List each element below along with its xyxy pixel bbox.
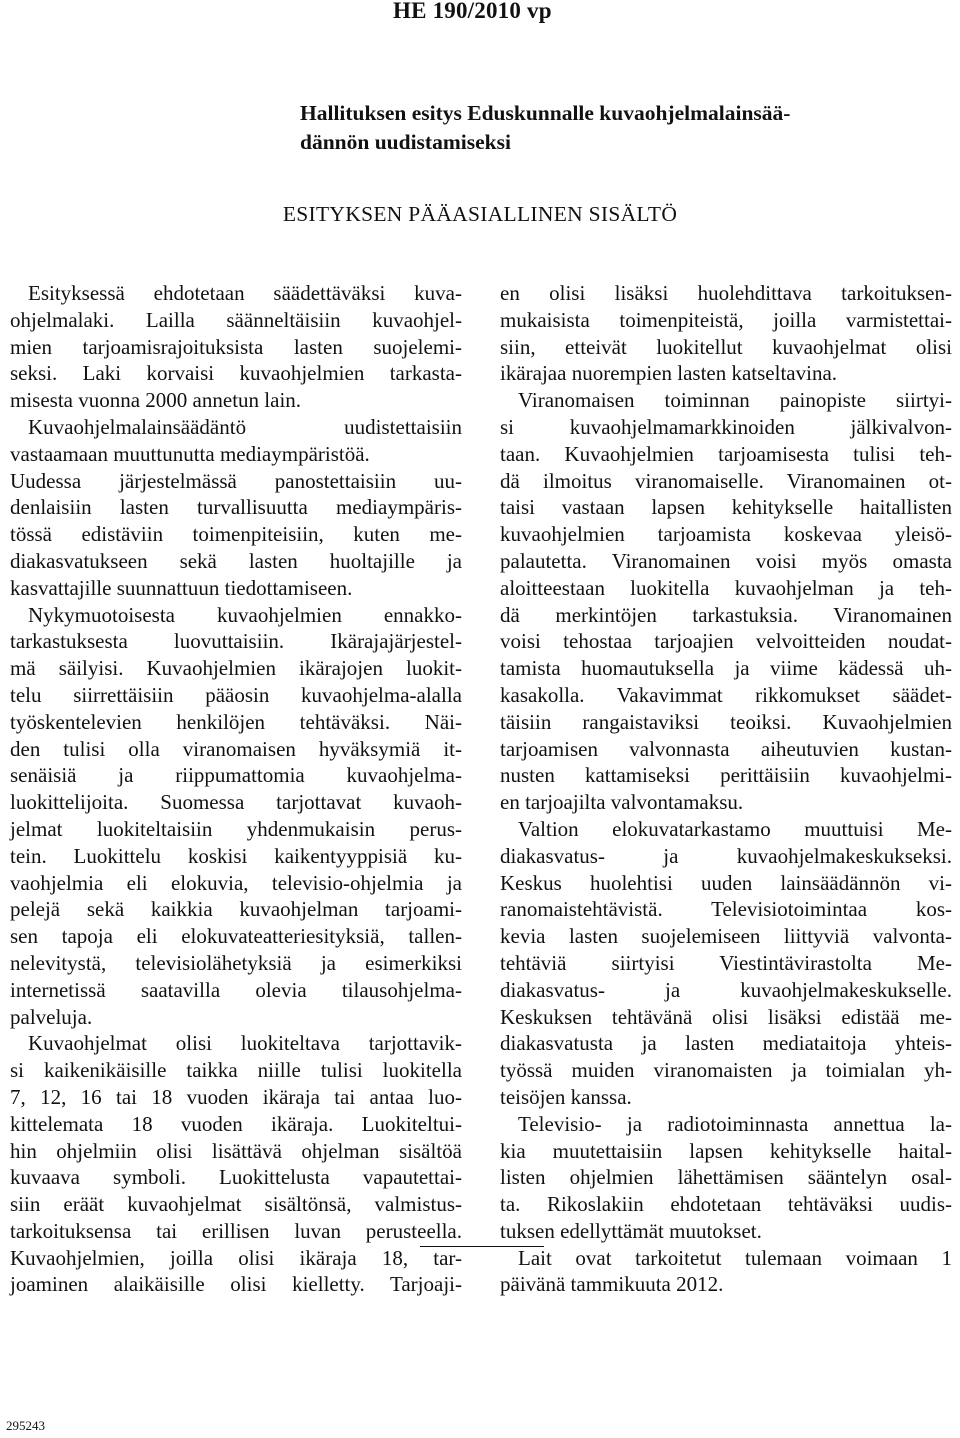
text-line: jelmat luokiteltaisiin yhdenmukaisin perus- [10,816,462,841]
text-line: tehtäviä siirtyisi Viestintävirastolta Me- [500,950,952,975]
text-line: työskentelevien henkilöjen tehtäväksi. Näi- [10,709,462,734]
text-line: palautetta. Viranomainen voisi myös omasta [500,548,952,573]
text-line: kia muutettaisiin lapsen kehitykselle haital- [500,1138,952,1163]
text-line: tarkoituksensa tai erillisen luvan perusteella. [10,1218,462,1243]
text-line: hin ohjelmiin olisi lisättävä ohjelman sisältöä [10,1138,462,1163]
text-line: internetissä saatavilla olevia tilausohjelma- [10,977,462,1002]
text-line: si kaikenikäisille taikka niille tulisi luokitella [10,1058,462,1083]
right-column [500,280,952,1298]
text-line: aloitteestaan luokitella kuvaohjelman ja teh- [500,575,952,600]
text-line: ohjelmalaki. Lailla säänneltäisiin kuvaohjel- [10,307,462,332]
text-line: diakasvatus- ja kuvaohjelmakeskukselle. [500,977,952,1002]
text-line: en olisi lisäksi huolehdittava tarkoituksen- [500,281,952,305]
text-line: diakasvatus- ja kuvaohjelmakeskukseksi. [500,843,952,868]
section-heading: ESITYKSEN PÄÄASIALLINEN SISÄLTÖ [282,202,678,226]
text-line: nelevitystä, televisiolähetyksiä ja esimerkiksi [10,950,462,975]
text-line: ta. Rikoslakiin ehdotetaan tehtäväksi uudis- [500,1192,952,1217]
text-line: tuksen edellyttämät muutokset. [500,1218,762,1243]
document-title-line: Hallituksen esitys Eduskunnalle kuvaohjelmalainsää- [300,101,791,125]
text-line: Keskuksen tehtävänä olisi lisäksi edistää me- [500,1004,952,1029]
page-number: 295243 [6,1418,45,1433]
text-line: kasakolla. Vakavimmat rikkomukset säädet- [500,682,952,707]
text-line: listen ohjelmien lähettämisen sääntelyn osal- [500,1165,952,1190]
text-line: teisöjen kanssa. [500,1084,632,1109]
text-line: luokittelijoita. Suomessa tarjottavat kuvaoh- [10,790,462,815]
document-id: HE 190/2010 vp [393,0,552,23]
text-line: den tulisi olla viranomaisen hyväksymiä it- [10,736,462,761]
text-line: Uudessa järjestelmässä panostettaisiin uu- [10,468,462,493]
text-line: työssä muiden viranomaisten ja toimialan yh- [500,1058,952,1083]
end-rule [420,1246,544,1247]
document-title [300,99,955,157]
text-line: voisi tehostaa tarjoajien velvoitteiden noudat- [500,629,952,654]
text-line: seksi. Laki korvaisi kuvaohjelmien tarkasta- [10,361,462,386]
text-line: taan. Kuvaohjelmien tarjoamisesta tulisi teh- [500,441,952,466]
text-line: diakasvatukseen sekä lasten huoltajille ja [10,548,462,573]
text-line: pelejä sekä kaikkia kuvaohjelman tarjoami- [10,897,462,922]
text-line: Lait ovat tarkoitetut tulemaan voimaan 1 [518,1245,952,1270]
text-line: dä merkintöjen tarkastuksia. Viranomainen [500,602,952,627]
text-line: tein. Luokittelu koskisi kaikentyyppisiä ku- [10,843,462,868]
text-line: en tarjoajilta valvontamaksu. [500,790,744,815]
left-column [10,280,462,1298]
text-line: kasvattajille suunnattuun tiedottamiseen. [10,575,353,600]
text-line: tarjoamisen valvonnasta aiheutuvien kustan- [500,736,952,761]
text-line: Viranomaisen toiminnan painopiste siirtyi- [518,388,952,413]
text-line: palveluja. [10,1004,93,1029]
text-line: kittelemata 18 vuoden ikäraja. Luokiteltui- [10,1111,462,1136]
text-line: 7, 12, 16 tai 18 vuoden ikäraja tai antaa luo- [10,1084,462,1109]
text-line: päivänä tammikuuta 2012. [500,1272,724,1297]
text-line: kuvaohjelmien tarjoamista koskevaa yleisö- [500,522,952,547]
text-line: nusten kattamiseksi perittäisiin kuvaohjelmi- [500,763,952,788]
text-line: Televisio- ja radiotoiminnasta annettua la- [518,1111,952,1136]
text-line: Esityksessä ehdotetaan säädettäväksi kuva- [28,281,462,305]
text-line: mien tarjoamisrajoituksista lasten suojelemi- [10,334,462,359]
text-line: telu siirrettäisiin pääosin kuvaohjelma-alalla [10,682,462,707]
text-line: vaohjelmia eli elokuvia, televisio-ohjelmia ja [10,870,462,895]
text-line: Keskus huolehtisi uuden lainsäädännön vi- [500,870,952,895]
text-line: taisi vastaan lapsen kehitykselle haitallisten [500,495,952,520]
text-line: Kuvaohjelmat olisi luokiteltava tarjottavik- [28,1031,462,1056]
text-line: Valtion elokuvatarkastamo muuttuisi Me- [518,816,952,841]
text-line: joaminen alaikäisille olisi kielletty. Tarjoaji- [10,1272,462,1297]
text-line: mä säilyisi. Kuvaohjelmien ikärajojen luokit- [10,656,462,681]
text-line: tössä edistäviin toimenpiteisiin, kuten me- [10,522,462,547]
text-line: siin eräät kuvaohjelmat sisältönsä, valmistus- [10,1192,462,1217]
text-line: mukaisista toimenpiteistä, joilla varmistettai- [500,307,952,332]
text-line: kuvaava symboli. Luokittelusta vapautettai- [10,1165,462,1190]
text-line: tarkastuksesta luovuttaisiin. Ikärajajärjestel- [10,629,462,654]
text-line: siin, etteivät luokitellut kuvaohjelmat olisi [500,334,952,359]
text-line: Kuvaohjelmalainsäädäntö uudistettaisiin [28,414,462,439]
text-line: tamista huomautuksella ja viime kädessä uh- [500,656,952,681]
text-line: Nykymuotoisesta kuvaohjelmien ennakko- [28,602,462,627]
text-line: denlaisiin lasten turvallisuutta mediaympäris- [10,495,462,520]
text-line: kevia lasten suojelemiseen liittyviä valvonta- [500,924,952,949]
text-line: ranomaistehtävistä. Televisiotoimintaa kos- [500,897,952,922]
text-line: misesta vuonna 2000 annetun lain. [10,388,302,413]
text-line: sen tapoja eli elokuvateatteriesityksiä, tallen- [10,924,462,949]
text-line: ikärajaa nuorempien lasten katseltavina. [500,361,838,386]
document-title-line: dännön uudistamiseksi [300,130,511,154]
text-line: täisiin rangaistaviksi teoiksi. Kuvaohjelmien [500,709,952,734]
text-line: senäisiä ja riippumattomia kuvaohjelma- [10,763,462,788]
text-line: Kuvaohjelmien, joilla olisi ikäraja 18, tar- [10,1245,462,1270]
text-line: vastaamaan muuttunutta mediaympäristöä. [10,441,370,466]
text-line: si kuvaohjelmamarkkinoiden jälkivalvon- [500,414,952,439]
text-line: dä ilmoitus viranomaiselle. Viranomainen ot- [500,468,952,493]
text-line: diakasvatusta ja lasten mediataitoja yhteis- [500,1031,952,1056]
